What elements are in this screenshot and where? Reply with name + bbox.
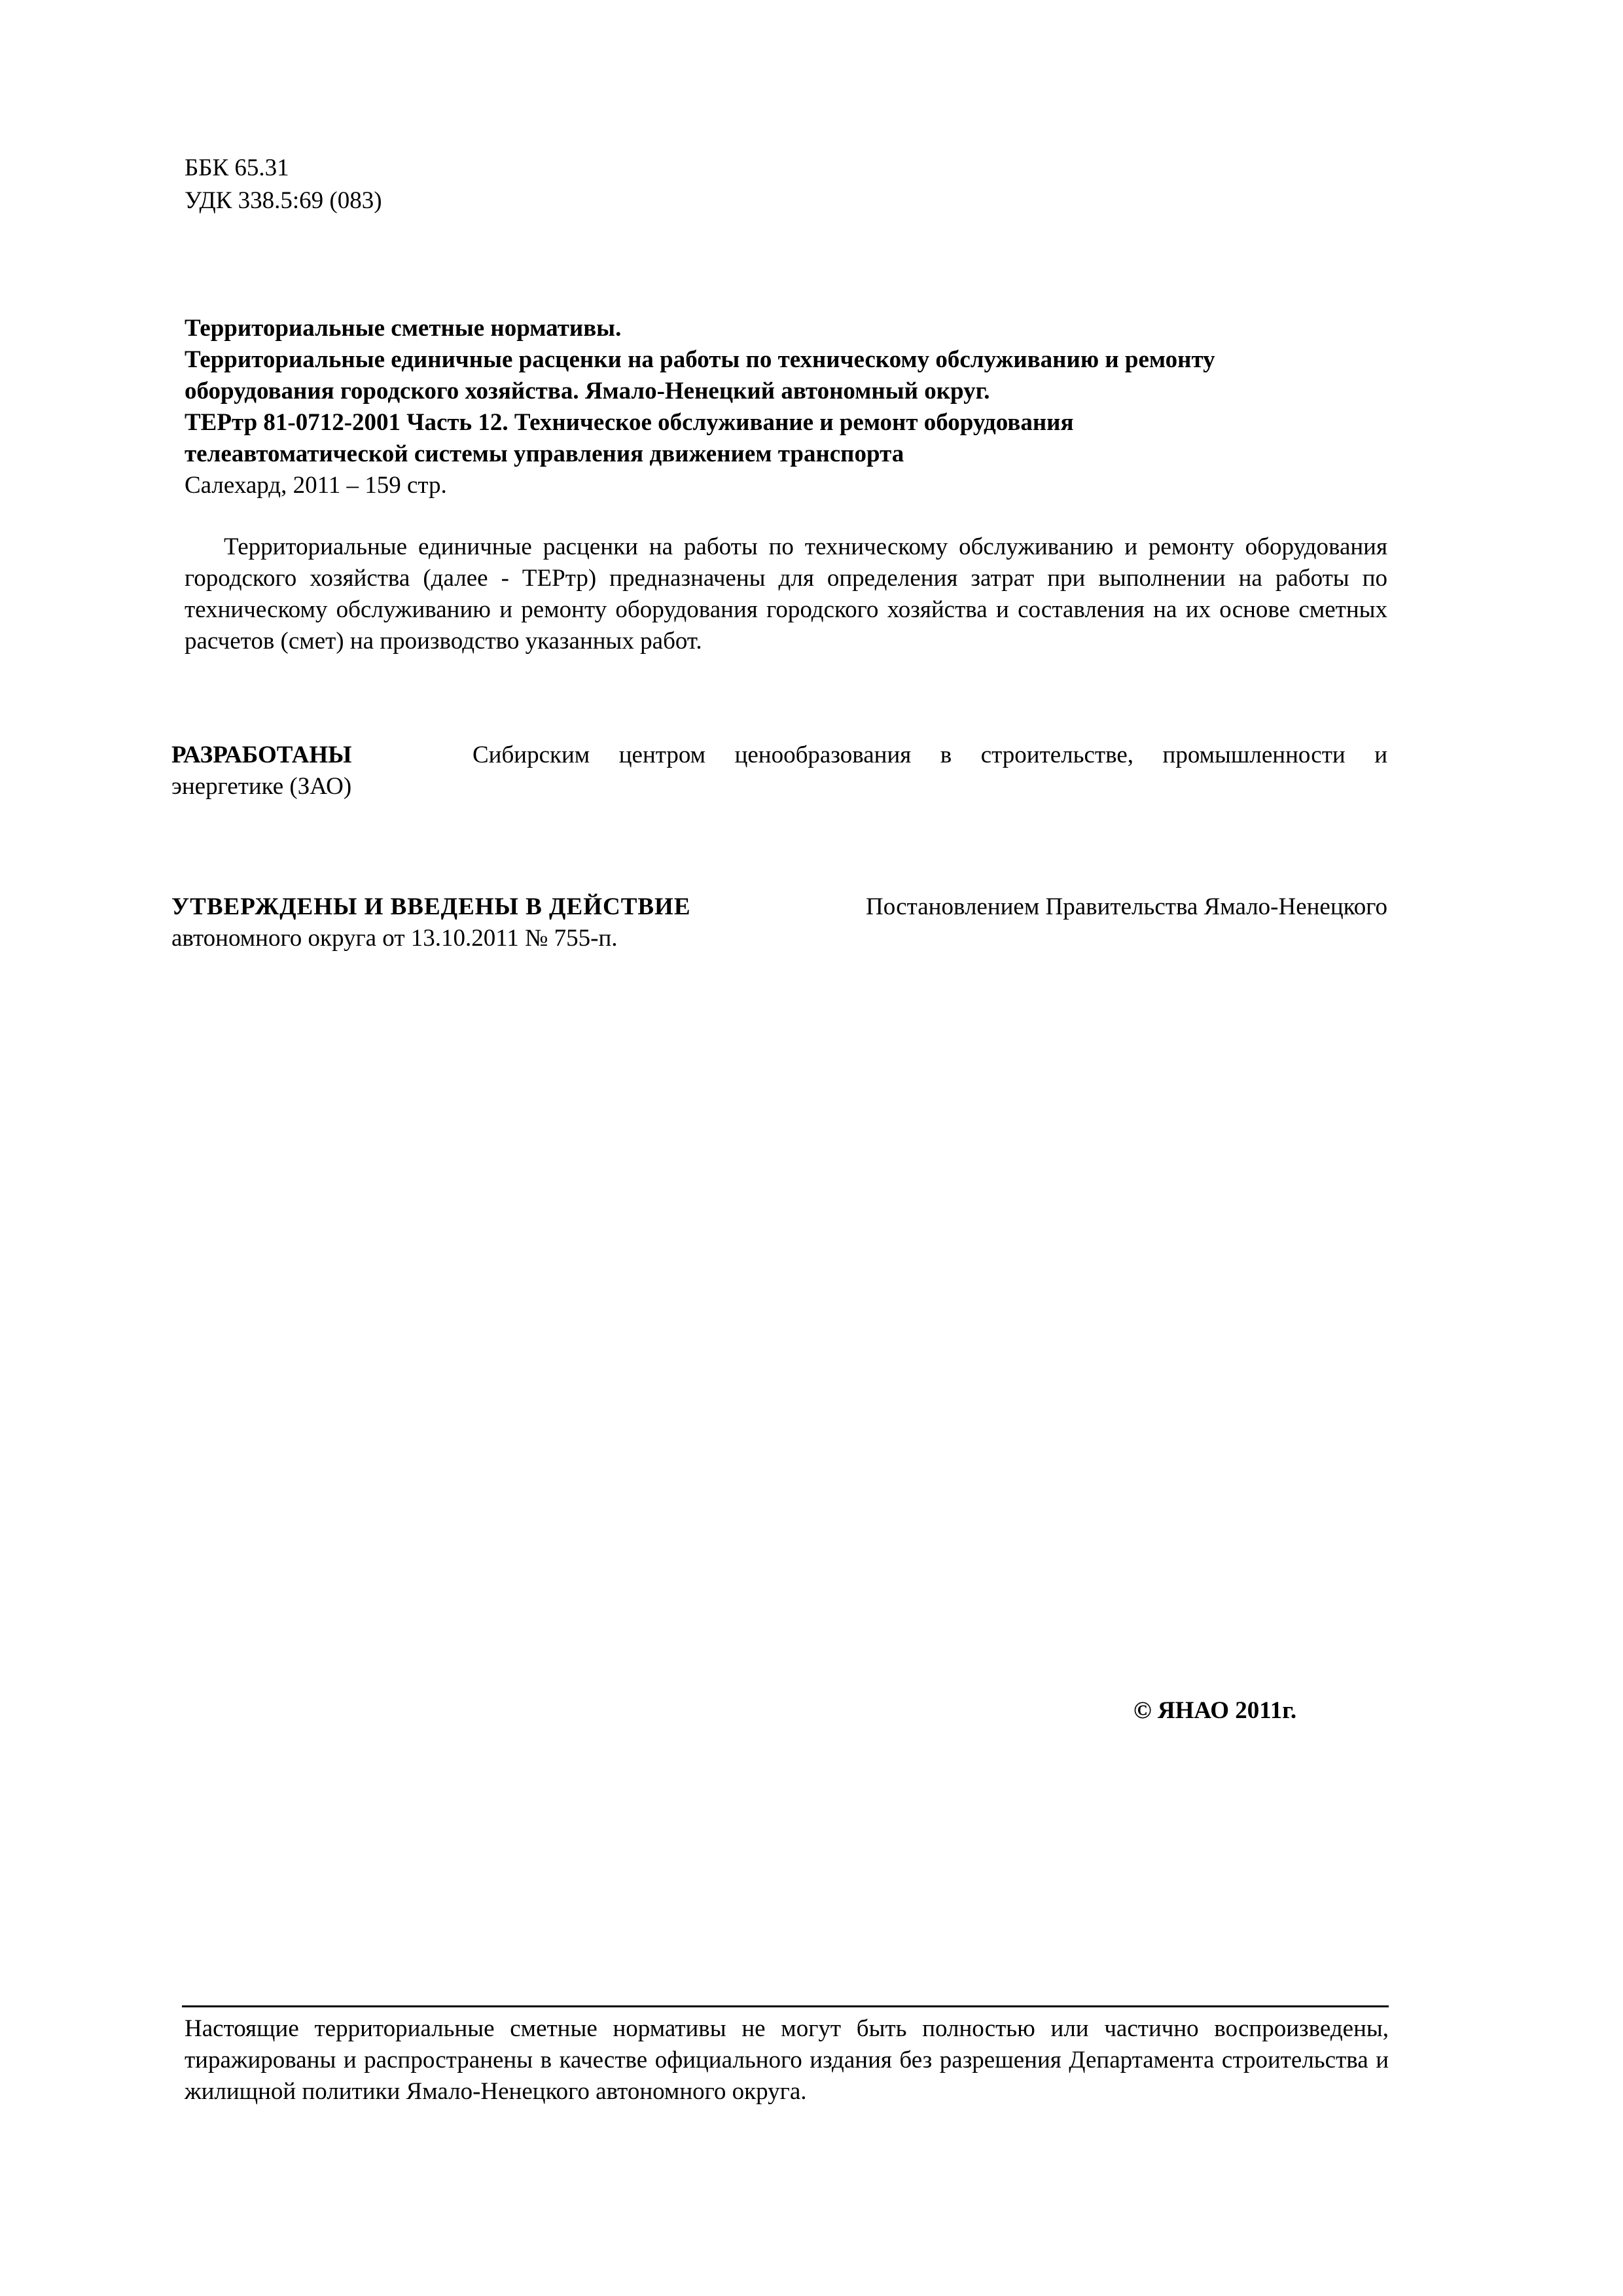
imprint-line: Салехард, 2011 – 159 стр.: [185, 472, 447, 499]
abstract-paragraph: Территориальные единичные расценки на работы по техническому обслуживанию и ремонту оборудования городского хозяйства (далее - ТЕРтр) предназначены для определения затрат при выполнении на работы по техническому обслуживанию и ремонту оборудования городского хозяйства и составления на их основе сметных расчетов (смет) на производство указанных работ.: [185, 533, 1387, 655]
developed-text-line-2: энергетике (ЗАО): [171, 773, 352, 800]
title-line-5: телеавтоматической системы управления движением транспорта: [185, 440, 904, 467]
developed-label: РАЗРАБОТАНЫ: [171, 742, 352, 768]
footer-divider: [182, 2005, 1389, 2007]
footer-legal-note: Настоящие территориальные сметные нормативы не могут быть полностью или частично воспроизведены, тиражированы и распространены в качестве официального издания без разрешения Департамента строительства и жилищной политики Ямало-Ненецкого автономного округа.: [185, 2015, 1389, 2105]
bbk-code: ББК 65.31: [185, 154, 289, 181]
approved-text-line-2: автономного округа от 13.10.2011 № 755-п.: [171, 925, 618, 952]
title-line-3: оборудования городского хозяйства. Ямало-Ненецкий автономный округ.: [185, 378, 990, 404]
developed-by-block: [171, 740, 1387, 802]
approved-text-line-1: Постановлением Правительства Ямало-Ненецкого: [866, 893, 1387, 920]
title-line-1: Территориальные сметные нормативы.: [185, 315, 622, 342]
approved-label: УТВЕРЖДЕНЫ И ВВЕДЕНЫ В ДЕЙСТВИЕ: [171, 893, 691, 920]
udk-code: УДК 338.5:69 (083): [185, 187, 382, 214]
title-line-2: Территориальные единичные расценки на работы по техническому обслуживанию и ремонту: [185, 346, 1215, 373]
classification-block: [185, 152, 382, 217]
title-block: [185, 313, 1389, 501]
copyright-notice: © ЯНАО 2011г.: [1133, 1697, 1297, 1724]
developed-text-line-1: Сибирским центром ценообразования в строительстве, промышленности и: [473, 742, 1387, 768]
approved-block: [171, 891, 1387, 954]
title-line-4: ТЕРтр 81-0712-2001 Часть 12. Техническое обслуживание и ремонт оборудования: [185, 409, 1074, 436]
